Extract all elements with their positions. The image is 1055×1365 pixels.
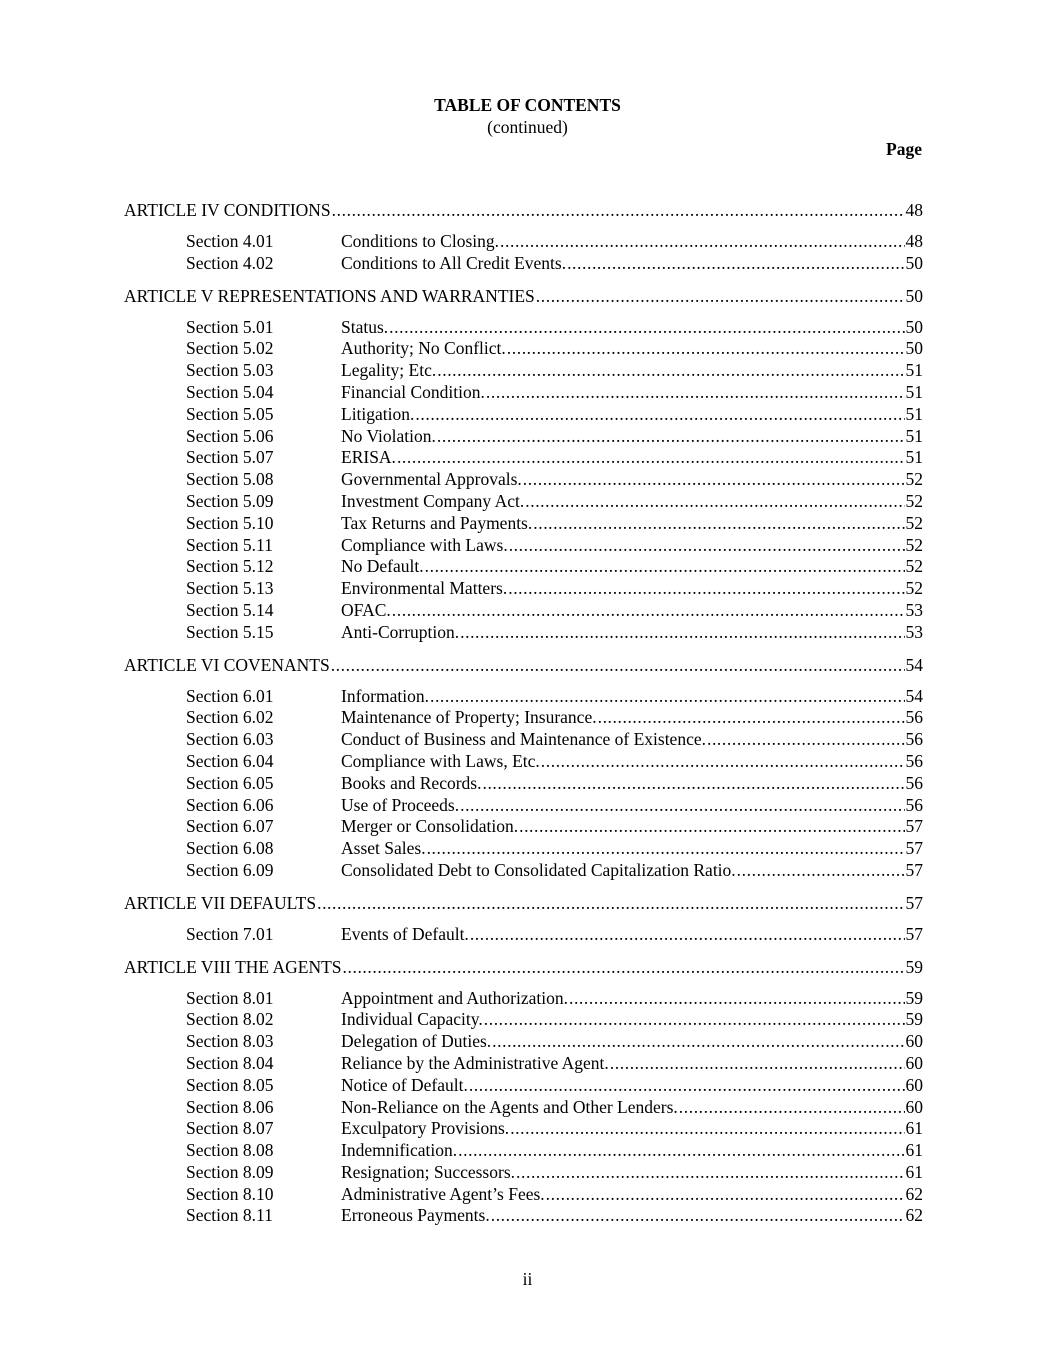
- toc-article-entry[interactable]: [124, 892, 923, 914]
- dot-leader: [332, 199, 905, 221]
- section-page-number: 52: [905, 578, 923, 599]
- section-page-number: 51: [905, 447, 923, 468]
- dot-leader: [427, 838, 905, 860]
- section-number: Section 6.07: [186, 816, 274, 837]
- section-title: Books and Records.: [341, 772, 482, 793]
- section-title: Compliance with Laws, Etc.: [341, 750, 540, 771]
- dot-leader: [509, 535, 905, 557]
- section-page-number: 53: [905, 599, 923, 620]
- section-title: No Violation.: [341, 425, 436, 446]
- toc-subtitle: (continued): [487, 117, 568, 137]
- section-page-number: 52: [905, 490, 923, 511]
- toc-section-entry[interactable]: [124, 1097, 923, 1119]
- section-title: OFAC.: [341, 599, 391, 620]
- dot-leader: [525, 491, 904, 513]
- section-title: Asset Sales.: [341, 838, 426, 859]
- section-number: Section 5.13: [186, 578, 274, 599]
- article-page-number: 48: [905, 200, 923, 220]
- article-title: ARTICLE V REPRESENTATIONS AND WARRANTIES: [124, 285, 535, 306]
- section-title: Status.: [341, 316, 389, 337]
- section-title: Conditions to Closing.: [341, 231, 500, 251]
- section-number: Section 7.01: [186, 923, 274, 944]
- section-page-number: 62: [905, 1205, 923, 1226]
- dot-leader: [523, 469, 905, 491]
- toc-section-entry[interactable]: [124, 751, 923, 773]
- section-page-number: 52: [905, 556, 923, 577]
- toc-section-entry[interactable]: [124, 795, 923, 817]
- dot-leader: [430, 686, 905, 708]
- toc-article-entry[interactable]: [124, 654, 923, 676]
- section-page-number: 51: [905, 360, 923, 381]
- section-title: Governmental Approvals.: [341, 469, 522, 490]
- toc-section-entry[interactable]: [124, 838, 923, 860]
- section-number: Section 6.05: [186, 772, 274, 793]
- section-number: Section 5.15: [186, 621, 274, 642]
- section-title: Compliance with Laws.: [341, 534, 508, 555]
- section-title: ERISA.: [341, 447, 396, 468]
- toc-section-entry[interactable]: [124, 1075, 923, 1097]
- section-page-number: 50: [905, 252, 923, 273]
- section-title: Delegation of Duties.: [341, 1031, 492, 1052]
- section-title: Use of Proceeds.: [341, 794, 460, 815]
- toc-section-entry[interactable]: [124, 491, 923, 513]
- section-page-number: 62: [905, 1183, 923, 1204]
- section-number: Section 5.07: [186, 447, 274, 468]
- article-page-number: 54: [905, 654, 923, 675]
- dot-leader: [470, 924, 905, 946]
- toc-section-entry[interactable]: [124, 231, 923, 253]
- toc-section-entry[interactable]: [124, 578, 923, 600]
- section-title: Non-Reliance on the Agents and Other Lenders.: [341, 1096, 678, 1117]
- section-list: [124, 924, 923, 946]
- dot-leader: [437, 426, 905, 448]
- toc-section-entry[interactable]: [124, 622, 923, 644]
- section-number: Section 6.09: [186, 859, 274, 880]
- dot-leader: [536, 285, 905, 307]
- dot-leader: [397, 447, 905, 469]
- section-page-number: 60: [905, 1074, 923, 1095]
- section-title: Environmental Matters.: [341, 578, 508, 599]
- dot-leader: [460, 795, 904, 817]
- section-page-number: 60: [905, 1096, 923, 1117]
- section-title: Authority; No Conflict.: [341, 338, 506, 359]
- section-title: Investment Company Act.: [341, 490, 525, 511]
- toc-section-entry[interactable]: [124, 860, 923, 882]
- dot-leader: [331, 654, 905, 676]
- dot-leader: [500, 231, 904, 253]
- section-number: Section 8.10: [186, 1183, 274, 1204]
- dot-leader: [425, 556, 905, 578]
- section-number: Section 5.11: [186, 534, 273, 555]
- section-page-number: 56: [905, 729, 923, 750]
- section-page-number: 51: [905, 425, 923, 446]
- section-number: Section 8.09: [186, 1161, 274, 1182]
- dot-leader: [437, 360, 904, 382]
- dot-leader: [567, 253, 904, 275]
- section-number: Section 5.05: [186, 403, 274, 424]
- dot-leader: [317, 892, 904, 914]
- toc-section-entry[interactable]: [124, 729, 923, 751]
- toc-section-entry[interactable]: [124, 816, 923, 838]
- dot-leader: [460, 622, 904, 644]
- section-page-number: 57: [905, 859, 923, 880]
- dot-leader: [469, 1075, 905, 1097]
- dot-leader: [569, 988, 905, 1010]
- dot-leader: [458, 1140, 904, 1162]
- toc-section-entry[interactable]: [124, 707, 923, 729]
- toc-section-entry[interactable]: [124, 600, 923, 622]
- article-title: ARTICLE VII DEFAULTS: [124, 892, 317, 913]
- article-page-number: 50: [905, 285, 923, 306]
- section-page-number: 56: [905, 772, 923, 793]
- dot-leader: [516, 1162, 904, 1184]
- section-title: Merger or Consolidation.: [341, 816, 519, 837]
- section-page-number: 56: [905, 794, 923, 815]
- section-page-number: 59: [905, 987, 923, 1008]
- section-number: Section 5.03: [186, 360, 274, 381]
- article-title: ARTICLE VI COVENANTS: [124, 654, 330, 675]
- section-list: [124, 686, 923, 882]
- section-page-number: 60: [905, 1031, 923, 1052]
- dot-leader: [541, 751, 905, 773]
- section-page-number: 56: [905, 707, 923, 728]
- section-number: Section 6.03: [186, 729, 274, 750]
- section-title: Legality; Etc.: [341, 360, 437, 381]
- section-number: Section 6.04: [186, 750, 274, 771]
- section-number: Section 6.06: [186, 794, 274, 815]
- article-page-number: 59: [905, 956, 923, 977]
- section-title: Notice of Default.: [341, 1074, 468, 1095]
- dot-leader: [392, 600, 905, 622]
- dot-leader: [492, 1031, 904, 1053]
- toc-section-entry[interactable]: [124, 1009, 923, 1031]
- toc-section-entry[interactable]: [124, 924, 923, 946]
- section-title: Erroneous Payments.: [341, 1205, 490, 1226]
- toc-section-entry[interactable]: [124, 447, 923, 469]
- toc-section-entry[interactable]: [124, 469, 923, 491]
- dot-leader: [533, 513, 904, 535]
- section-page-number: 56: [905, 750, 923, 771]
- section-number: Section 5.10: [186, 512, 274, 533]
- toc-section-entry[interactable]: [124, 1053, 923, 1075]
- section-page-number: 52: [905, 469, 923, 490]
- section-number: Section 8.04: [186, 1052, 274, 1073]
- section-title: Indemnification.: [341, 1140, 458, 1161]
- dot-leader: [482, 773, 904, 795]
- section-title: Consolidated Debt to Consolidated Capitalization Ratio.: [341, 859, 736, 880]
- section-number: Section 5.02: [186, 338, 274, 359]
- table-of-contents: [124, 199, 923, 1227]
- section-number: Section 6.08: [186, 838, 274, 859]
- section-title: Reliance by the Administrative Agent.: [341, 1052, 609, 1073]
- section-number: Section 5.01: [186, 316, 274, 337]
- section-number: Section 5.04: [186, 381, 274, 402]
- page-number: ii: [522, 1269, 533, 1289]
- section-title: Resignation; Successors.: [341, 1161, 516, 1182]
- section-page-number: 59: [905, 1009, 923, 1030]
- toc-section-entry[interactable]: [124, 426, 923, 448]
- article-page-number: 57: [905, 892, 923, 913]
- toc-section-entry[interactable]: [124, 1162, 923, 1184]
- toc-section-entry[interactable]: [124, 382, 923, 404]
- section-title: Anti-Corruption.: [341, 621, 460, 642]
- section-title: Litigation.: [341, 403, 415, 424]
- section-page-number: 61: [905, 1161, 923, 1182]
- page-column-label: Page: [886, 139, 922, 159]
- section-number: Section 5.14: [186, 599, 274, 620]
- section-title: Exculpatory Provisions.: [341, 1118, 510, 1139]
- section-page-number: 61: [905, 1140, 923, 1161]
- toc-section-entry[interactable]: [124, 1205, 923, 1227]
- section-page-number: 48: [905, 231, 923, 251]
- toc-section-entry[interactable]: [124, 535, 923, 557]
- toc-section-entry[interactable]: [124, 686, 923, 708]
- section-page-number: 50: [905, 338, 923, 359]
- section-page-number: 51: [905, 403, 923, 424]
- section-page-number: 54: [905, 685, 923, 706]
- section-list: [124, 317, 923, 644]
- section-title: Tax Returns and Payments.: [341, 512, 533, 533]
- section-number: Section 8.02: [186, 1009, 274, 1030]
- toc-section-entry[interactable]: [124, 1184, 923, 1206]
- dot-leader: [491, 1205, 905, 1227]
- section-title: Financial Condition.: [341, 381, 485, 402]
- toc-section-entry[interactable]: [124, 338, 923, 360]
- section-page-number: 52: [905, 512, 923, 533]
- dot-leader: [389, 317, 904, 339]
- dot-leader: [343, 956, 905, 978]
- dot-leader: [546, 1184, 905, 1206]
- section-page-number: 51: [905, 381, 923, 402]
- dot-leader: [508, 578, 904, 600]
- toc-section-entry[interactable]: [124, 317, 923, 339]
- dot-leader: [415, 404, 904, 426]
- toc-section-entry[interactable]: [124, 1140, 923, 1162]
- toc-section-entry[interactable]: [124, 253, 923, 275]
- section-number: Section 8.08: [186, 1140, 274, 1161]
- section-title: No Default.: [341, 556, 424, 577]
- section-title: Information.: [341, 685, 429, 706]
- section-number: Section 5.08: [186, 469, 274, 490]
- toc-article-entry[interactable]: [124, 199, 923, 221]
- section-number: Section 8.07: [186, 1118, 274, 1139]
- dot-leader: [484, 1009, 905, 1031]
- toc-article-entry[interactable]: [124, 956, 923, 978]
- section-number: Section 8.01: [186, 987, 274, 1008]
- section-title: Individual Capacity.: [341, 1009, 483, 1030]
- section-page-number: 61: [905, 1118, 923, 1139]
- article-title: ARTICLE VIII THE AGENTS: [124, 956, 342, 977]
- article-title: ARTICLE IV CONDITIONS: [124, 200, 331, 220]
- toc-section-entry[interactable]: [124, 360, 923, 382]
- toc-section-entry[interactable]: [124, 556, 923, 578]
- section-number: Section 8.06: [186, 1096, 274, 1117]
- section-list: [124, 988, 923, 1228]
- dot-leader: [507, 338, 905, 360]
- dot-leader: [707, 729, 905, 751]
- section-number: Section 8.11: [186, 1205, 273, 1226]
- section-page-number: 60: [905, 1052, 923, 1073]
- toc-title: TABLE OF CONTENTS: [434, 95, 621, 115]
- dot-leader: [598, 707, 905, 729]
- section-number: Section 8.05: [186, 1074, 274, 1095]
- dot-leader: [679, 1097, 905, 1119]
- dot-leader: [610, 1053, 905, 1075]
- section-page-number: 50: [905, 316, 923, 337]
- dot-leader: [519, 816, 904, 838]
- section-number: Section 5.06: [186, 425, 274, 446]
- section-page-number: 57: [905, 923, 923, 944]
- section-title: Conditions to All Credit Events.: [341, 252, 567, 273]
- section-page-number: 52: [905, 534, 923, 555]
- section-number: Section 4.02: [186, 252, 274, 273]
- section-list: [124, 231, 923, 275]
- section-title: Administrative Agent’s Fees.: [341, 1183, 545, 1204]
- section-number: Section 6.02: [186, 707, 274, 728]
- section-page-number: 53: [905, 621, 923, 642]
- section-page-number: 57: [905, 816, 923, 837]
- section-number: Section 6.01: [186, 685, 274, 706]
- section-title: Maintenance of Property; Insurance.: [341, 707, 597, 728]
- toc-section-entry[interactable]: [124, 404, 923, 426]
- toc-section-entry[interactable]: [124, 773, 923, 795]
- toc-section-entry[interactable]: [124, 988, 923, 1010]
- section-title: Appointment and Authorization.: [341, 987, 568, 1008]
- section-number: Section 5.09: [186, 490, 274, 511]
- toc-section-entry[interactable]: [124, 1118, 923, 1140]
- section-number: Section 5.12: [186, 556, 274, 577]
- dot-leader: [486, 382, 905, 404]
- dot-leader: [737, 860, 905, 882]
- section-number: Section 8.03: [186, 1031, 274, 1052]
- dot-leader: [510, 1118, 904, 1140]
- section-title: Conduct of Business and Maintenance of Existence.: [341, 729, 706, 750]
- section-number: Section 4.01: [186, 231, 274, 251]
- toc-section-entry[interactable]: [124, 513, 923, 535]
- toc-article-entry[interactable]: [124, 285, 923, 307]
- toc-section-entry[interactable]: [124, 1031, 923, 1053]
- section-page-number: 57: [905, 838, 923, 859]
- section-title: Events of Default.: [341, 923, 469, 944]
